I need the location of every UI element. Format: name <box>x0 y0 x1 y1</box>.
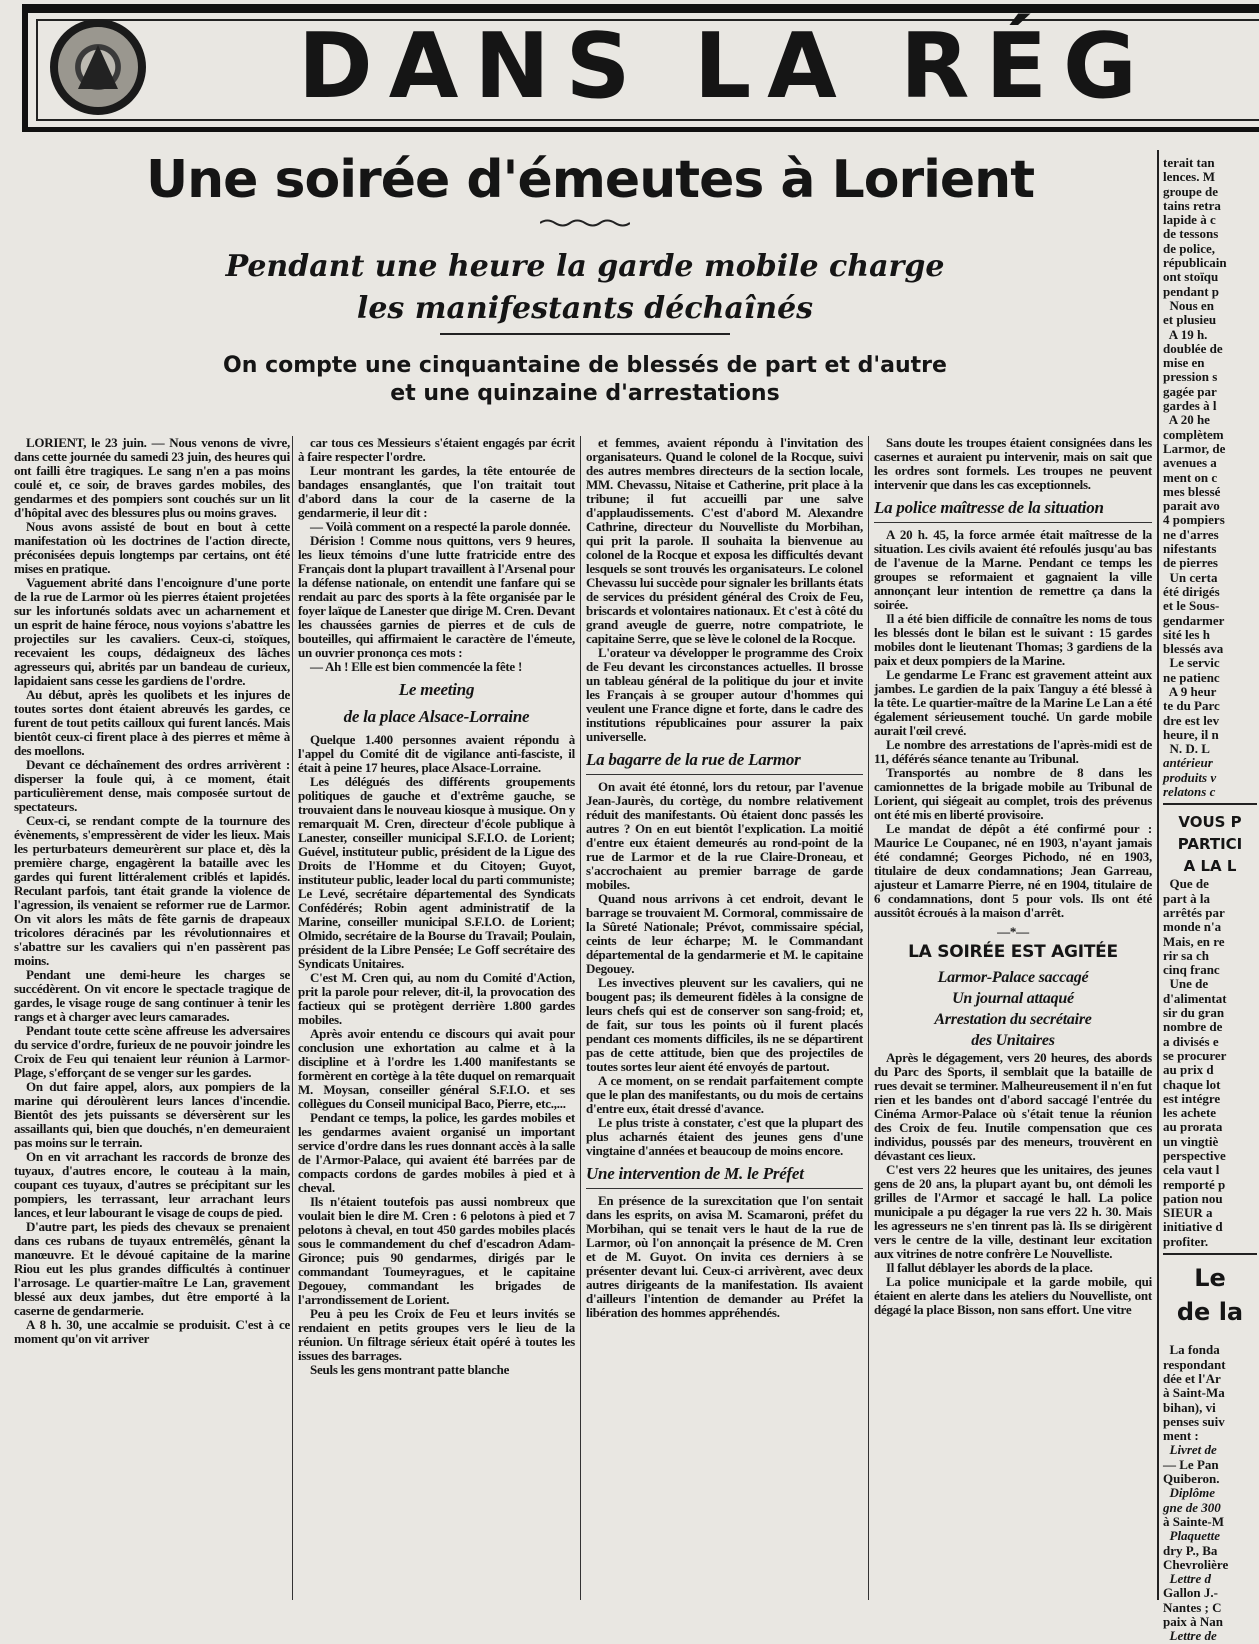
subheadline-line: et une quinzaine d'arrestations <box>390 381 780 406</box>
subheadline-primary <box>100 246 1070 330</box>
text-line-fragment: au prix d <box>1163 1062 1214 1078</box>
paragraph: Devant ce déchaînement des ordres arrivèrent : disperser la foule qui, à ce moment, était particulièrement dense, mais composée surtout de spectateurs. <box>14 757 290 814</box>
text-line-fragment: et le Sous- <box>1163 598 1220 614</box>
text-line-fragment: A 20 he <box>1163 412 1210 428</box>
headline-fragment: A LA L <box>1183 857 1237 876</box>
paragraph: Il a été bien difficile de connaître les noms de tous les blessés dont le bilan est le suivant : 15 gardes mobiles dont le lieutenant Thomas; 3 gardiens de la paix et deux pompiers de la Marine. <box>874 611 1152 668</box>
text-line-fragment: se procurer <box>1163 1047 1227 1063</box>
text-line-fragment: doublée de <box>1163 340 1223 356</box>
text-line-fragment: Lettre d <box>1163 1571 1212 1587</box>
text-line-fragment: les achete <box>1163 1105 1217 1121</box>
text-line-fragment: complètem <box>1163 426 1224 442</box>
text-line-fragment: — Le Pan <box>1163 1456 1219 1472</box>
text-line-fragment: à Saint-Ma <box>1163 1385 1225 1401</box>
text-line-fragment: ne d'arres <box>1163 526 1219 542</box>
text-line-fragment: gendarmer <box>1163 612 1225 628</box>
paragraph: Le mandat de dépôt a été confirmé pour : Maurice Le Coupanec, né en 1903, n'ayant jamais été condamné; Georges Pichodo, né en 1903, titulaire de deux condamnations; Jean Garreau, ajusteur et Lamarre Pierre, né en 1904, titulaire de 6 condamnations, dont 5 pour vols. Ils ont été aussitôt écroués à la maison d'arrêt. <box>874 821 1152 920</box>
text-line-fragment: d'alimentat <box>1163 990 1227 1006</box>
paragraph: Au début, après les quolibets et les injures de toutes sortes dont étaient abreuvés les gardes, ce furent de tout petits cailloux qui furent lancés. Mais bientôt ceux-ci firent place à des pierres et même à des moellons. <box>14 687 290 758</box>
text-line-fragment <box>1163 1329 1257 1343</box>
paragraph: Les délégués des différents groupements politiques de gauche et d'extrême gauche, se trouvaient dans le nouveau kiosque à musique. On y remarquait M. Cren, directeur d'école publique à Lanester, conseiller municipal S.F.I.O. de Lorient; Guével, instituteur public, président de la Ligue des Droits de l'Homme et du Citoyen; Guyot, instituteur public, leader local du parti communiste; Le Levé, secrétaire départemental des Syndicats Confédérés; Robin agent administratif de la Marine, conseiller municipal S.F.I.O. de Lorient; Olmido, secrétaire de la Bourse du Travail; Poulain, président de la Libre Pensée; Le Goff secrétaire des Syndicats Unitaires. <box>298 774 575 971</box>
paragraph: Vaguement abrité dans l'encoignure d'une porte de la rue de Larmor où les pierres étaient projetées sur les infortunés soldats avec un acharnement et un esprit de haine féroce, nous voyions s'abattre les projectiles sur les cavaliers. Ceux-ci, stoïques, recevaient les coups, dédaigneux des lâches agresseurs qui, abrités par un bandeau de curieux, lapidaient sans cesse les gardiens de l'ordre. <box>14 575 290 688</box>
text-line-fragment: terait tan <box>1163 155 1215 170</box>
paragraph: Pendant toute cette scène affreuse les adversaires du service d'ordre, furieux de ne pouvoir joindre les Croix de Feu qui tenaient leur réunion à Larmor-Plage, s'efforçant de se venger sur les gardes. <box>14 1023 290 1080</box>
headline-fragment: de la <box>1176 1298 1244 1327</box>
section-subheading: de la place Alsace-Lorraine <box>343 707 530 726</box>
text-line-fragment: a divisés e <box>1163 1033 1219 1049</box>
box-subheading: Arrestation du secrétaire <box>934 1011 1092 1028</box>
text-line-fragment: ment on c <box>1163 469 1218 485</box>
text-line-fragment: un vingtiè <box>1163 1133 1219 1149</box>
text-line-fragment: au prorata <box>1163 1119 1223 1135</box>
paragraph: D'autre part, les pieds des chevaux se prenaient dans ces rubans de tuyaux entremêlés, gênant la manœuvre. Et le dévoué capitaine de la marine Riou eut les plus grandes difficultés à continuer l'arrosage. Le quartier-maître Le Lan, gravement blessé aux deux jambes, dut être emporté à la caserne de gendarmerie. <box>14 1219 290 1318</box>
text-line-fragment: La fonda <box>1163 1342 1220 1358</box>
article-column-3 <box>586 436 863 1320</box>
subheadline-line: On compte une cinquantaine de blessés de part et d'autre <box>223 353 947 378</box>
text-line-fragment: Une de <box>1163 976 1209 992</box>
text-line-fragment: N. D. L <box>1163 741 1210 757</box>
text-line-fragment: initiative d <box>1163 1219 1223 1235</box>
paragraph: Le nombre des arrestations de l'après-midi est de 11, déférés séance tenante au Tribunal. <box>874 737 1152 766</box>
article-column-4 <box>874 436 1152 1317</box>
text-line-fragment: remporté p <box>1163 1176 1226 1192</box>
text-line-fragment: Le servic <box>1163 655 1220 671</box>
text-line-fragment: Mais, en re <box>1163 933 1225 949</box>
paragraph: Il fallut déblayer les abords de la place. <box>886 1260 1093 1275</box>
text-line-fragment: profiter. <box>1163 1233 1209 1249</box>
text-line-fragment: Livret de <box>1163 1442 1217 1458</box>
paragraph: — Voilà comment on a respecté la parole donnée. <box>310 519 571 534</box>
text-line-fragment: A 19 h. <box>1163 326 1208 342</box>
text-line-fragment: 4 pompiers <box>1163 512 1225 528</box>
text-line-fragment: Un certa <box>1163 569 1218 585</box>
text-line-fragment: respondant <box>1163 1356 1226 1372</box>
paragraph: Dérision ! Comme nous quittons, vers 9 heures, les lieux témoins d'une lutte fratricide entre des Français dont la plupart travaillent à l'Arsenal pour la défense nationale, on entendit une fanfare qui se rendait au parc des sports à la fête organisée par le foyer laïque de Lanester que dirige M. Cren. Devant les chaussées garnies de pierres et de culs de bouteilles, qui affirmaient le caractère de l'émeute, un ouvrier prononça ces mots : <box>298 533 575 660</box>
text-line-fragment: Nous en <box>1163 297 1214 313</box>
column-divider <box>292 436 293 1600</box>
text-line-fragment: antérieur <box>1163 755 1213 771</box>
separator: —*— <box>997 924 1029 939</box>
box-subheading: des Unitaires <box>971 1032 1055 1049</box>
text-line-fragment: Diplôme <box>1163 1485 1215 1501</box>
emblem-logo-icon <box>50 19 146 115</box>
text-line-fragment: heure, il n <box>1163 726 1219 742</box>
text-line-fragment: tains retra <box>1163 197 1221 213</box>
subheadline-line: Pendant une heure la garde mobile charge <box>225 249 945 284</box>
text-line-fragment: penses suiv <box>1163 1413 1225 1429</box>
text-line-fragment: de police, <box>1163 240 1215 256</box>
text-line-fragment: gardes à l <box>1163 398 1217 414</box>
text-line-fragment: pression s <box>1163 369 1218 385</box>
text-line-fragment: dée et l'Ar <box>1163 1370 1221 1386</box>
paragraph: Nous avons assisté de bout en bout à cette manifestation où les doctrines de l'action directe, préconisées depuis longtemps par certains, ont été mises en pratique. <box>14 519 290 576</box>
text-line-fragment: Larmor, de <box>1163 440 1226 456</box>
headline-fragment: VOUS P <box>1178 813 1242 832</box>
text-line-fragment: SIEUR a <box>1163 1205 1213 1221</box>
text-line-fragment: arrêtés par <box>1163 904 1225 920</box>
section-subheading: La bagarre de la rue de Larmor <box>586 749 863 775</box>
paragraph: Les invectives pleuvent sur les cavaliers, qui ne bougent pas; ils demeurent fidèles à la consigne de leurs chefs qui est de conserver son sang-froid; et, de fait, sur tous les points où il furent placés pendant ces moments difficiles, ils ne se départirent pas de cette attitude, bien que des projectiles de toutes sortes leur aient été envoyés de partout. <box>586 975 863 1074</box>
subheadline-line: les manifestants déchaînés <box>356 291 814 326</box>
text-line-fragment: républicain <box>1163 255 1227 271</box>
text-line-fragment: nombre de <box>1163 1019 1223 1035</box>
paragraph: Leur montrant les gardes, la tête entourée de bandages ensanglantés, que l'on traitait tout d'abord dans la cour de la caserne de la gendarmerie, il leur dit : <box>298 463 575 520</box>
paragraph: C'est M. Cren qui, au nom du Comité d'Action, prit la parole pour relever, dit-il, la provocation des factieux qui se protègent derrière 1.800 gardes mobiles. <box>298 970 575 1027</box>
text-line-fragment: part à la <box>1163 890 1210 906</box>
text-line-fragment: Quiberon. <box>1163 1471 1220 1487</box>
paragraph: On avait été étonné, lors du retour, par l'avenue Jean-Jaurès, du cortège, du nombre relativement réduit des manifestants. Où étaient donc passés les autres ? On en eut bientôt l'explication. La moitié d'entre eux étaient demeurés au rond-point de la rue de Larmor et de la rue Claire-Droneau, et s'accrochaient au premier barrage de garde mobiles. <box>586 779 863 892</box>
text-line-fragment: groupe de <box>1163 183 1219 199</box>
divider <box>1163 803 1257 805</box>
text-line-fragment: dry P., Ba <box>1163 1542 1218 1558</box>
text-line-fragment: ne patienc <box>1163 669 1220 685</box>
text-line-fragment: ont stoïqu <box>1163 269 1219 285</box>
paragraph: car tous ces Messieurs s'étaient engagés par écrit à faire respecter l'ordre. <box>298 435 575 464</box>
paragraph: Le plus triste à constater, c'est que la plupart des plus acharnés étaient des jeunes gens d'une vingtaine d'années et beaucoup de moins encore. <box>586 1115 863 1158</box>
text-line-fragment: Nantes ; C <box>1163 1599 1222 1615</box>
text-line-fragment: est intégre <box>1163 1090 1221 1106</box>
article-column-2 <box>298 436 575 1377</box>
paragraph: A 20 h. 45, la force armée était maîtresse de la situation. Les civils avaient été refoulés jusqu'au bas de l'avenue de la Marne. Pendant ce temps les groupes se reformaient et gagnaient la ville annonçant leur intention de remettre ça dans la soirée. <box>874 527 1152 612</box>
paragraph: Ceux-ci, se rendant compte de la tournure des évènements, s'empressèrent de vider les lieux. Mais les perturbateurs demeurèrent sur place et, dès la première charge, engagèrent la bataille avec les gardes qui furent littéralement criblés et lapidés. Reculant parfois, tant était grande la violence de l'agression, ils venaient se reformer rue de Larmor. On vit alors les mâts de fête garnis de drapeaux tricolores déracinés par les révolutionnaires et s'abattre sur les cavaliers qui n'en passèrent pas moins. <box>14 813 290 968</box>
text-line-fragment: blessés ava <box>1163 641 1224 657</box>
text-line-fragment: de pierres <box>1163 555 1218 571</box>
paragraph: Pendant une demi-heure les charges se succédèrent. On vit encore le spectacle tragique de gardes, le visage rouge de sang continuer à tenir les rangs et à charger avec leurs camarades. <box>14 967 290 1024</box>
article-column-1 <box>14 436 290 1346</box>
paragraph: On en vit arrachant les raccords de bronze des tuyaux, d'autres encore, le couteau à la main, coupant ces tuyaux, d'autres se précipitant sur les pompiers, les terrassant, leur arrachant leurs lances, et leur labourant le visage de coups de pied. <box>14 1149 290 1220</box>
paragraph: Après le dégagement, vers 20 heures, des abords du Parc des Sports, il semblait que la bataille de rues devait se terminer. Malheureusement il n'en fut rien et les bandes ont d'abord saccagé l'entrée du Cinéma Armor-Palace où s'était tenue la réunion des Croix de feu. Inutile compensation que ces individus, poussés par des meneurs, trouvèrent en dévastant ces lieux. <box>874 1050 1152 1163</box>
paragraph: A 8 h. 30, une accalmie se produisit. C'est à ce moment qu'on vit arriver <box>14 1317 290 1346</box>
box-heading: LA SOIRÉE EST AGITÉE <box>908 942 1118 962</box>
main-headline: Une soirée d'émeutes à Lorient <box>145 150 1035 210</box>
paragraph: Le gendarme Le Franc est gravement atteint aux jambes. Le gardien de la paix Tanguy a été blessé à la tête. Le quartier-maître de la Marine Le Lan a été également sérieusement touché. Un garde mobile aurait l'œil crevé. <box>874 667 1152 738</box>
paragraph: En présence de la surexcitation que l'on sentait dans les esprits, on avisa M. Scamaroni, préfet du Morbihan, qui se tenait vers le haut de la rue de Larmor, où l'on annonçait la présence de M. Cren et de M. Guyot. On invita ces derniers à se présenter devant lui. Ceux-ci arrivèrent, avec deux autres dirigeants de la manifestation. Ils avaient d'ailleurs l'intention de demander au Préfet la libération des hommes appréhendés. <box>586 1193 863 1320</box>
text-line-fragment: et plusieu <box>1163 312 1217 328</box>
text-line-fragment: pation nou <box>1163 1190 1223 1206</box>
text-line-fragment: lapide à c <box>1163 212 1216 228</box>
paragraph: Pendant ce temps, la police, les gardes mobiles et les gendarmes avaient organisé un important service d'ordre dans les rues donnant accès à la salle de l'Armor-Palace, qui avaient été barrées par de compacts cordons de gardes mobiles à pied et à cheval. <box>298 1110 575 1195</box>
headline-fragment: Le <box>1194 1264 1226 1293</box>
headline-fragment: PARTICI <box>1177 835 1243 854</box>
paragraph: Transportés au nombre de 8 dans les camionnettes de la brigade mobile au Tribunal de Lorient, qui siégeait au complet, trois des prévenus ont été mis en liberté provisoire. <box>874 765 1152 822</box>
column-divider <box>580 436 581 1600</box>
text-line-fragment: perspective <box>1163 1148 1226 1163</box>
text-line-fragment: pendant p <box>1163 283 1219 299</box>
text-line-fragment: Lettre de <box>1163 1628 1217 1644</box>
section-subheading: Le meeting <box>398 680 475 699</box>
text-line-fragment: monde n'a <box>1163 919 1222 935</box>
box-subheading: Un journal attaqué <box>952 990 1074 1007</box>
text-line-fragment: gagée par <box>1163 383 1217 399</box>
text-line-fragment: cinq franc <box>1163 962 1220 978</box>
text-line-fragment: dre est lev <box>1163 712 1220 728</box>
paragraph: Quand nous arrivons à cet endroit, devant le barrage se trouvaient M. Cormoral, commissaire de la Sûreté Nationale; Prévot, commissaire spécial, ceints de leur écharpe; M. le Commandant départemental de la gendarmerie et M. le capitaine Degouey. <box>586 891 863 976</box>
text-line-fragment: sité les h <box>1163 626 1210 642</box>
divider <box>1163 1253 1257 1255</box>
text-line-fragment: avenues a <box>1163 455 1217 471</box>
text-line-fragment: parait avo <box>1163 498 1220 514</box>
adjacent-column-truncated <box>1163 156 1257 1644</box>
paragraph: Ils n'étaient toutefois pas aussi nombreux que voulait bien le dire M. Cren : 6 pelotons à pied et 7 pelotons à cheval, en tout 450 gardes mobiles placés sous le commandement du chef d'escadron Adam-Gironce; puis 90 gendarmes, dirigés par le commandant Toumeyragues, et le capitaine Degouey, commandant les brigades de l'arrondissement de Lorient. <box>298 1194 575 1307</box>
paragraph: On dut faire appel, alors, aux pompiers de la marine qui déroulèrent leurs lances d'incendie. Bientôt des jets puissants se déversèrent sur les assaillants qui, bien que douchés, n'en demeuraient pas moins sur le terrain. <box>14 1079 290 1150</box>
text-line-fragment: à Sainte-M <box>1163 1513 1225 1529</box>
section-title: DANS LA RÉG <box>298 14 1153 119</box>
paragraph: Seuls les gens montrant patte blanche <box>310 1362 510 1377</box>
text-line-fragment: gne de 300 <box>1163 1499 1221 1515</box>
text-line-fragment: A 9 heur <box>1163 683 1217 699</box>
section-masthead <box>22 4 1259 132</box>
paragraph: LORIENT, le 23 juin. — Nous venons de vivre, dans cette journée du samedi 23 juin, des heures qui ont failli être tragiques. Le sang n'en a pas moins coulé et, ce soir, de braves gardes mobiles, des gendarmes et des pompiers sont couchés sur un lit d'hôpital avec des blessures plus ou moins graves. <box>14 435 290 520</box>
text-line-fragment: cela vaut l <box>1163 1162 1220 1178</box>
text-line-fragment: chaque lot <box>1163 1076 1221 1092</box>
section-subheading: La police maîtresse de la situation <box>874 497 1152 523</box>
text-line-fragment: mes blessé <box>1163 483 1221 499</box>
text-line-fragment: nifestants <box>1163 541 1217 557</box>
paragraph: A ce moment, on se rendait parfaitement compte que le plan des manifestants, ou du mois de certains d'entre eux, était dressé d'avance. <box>586 1073 863 1116</box>
paragraph: — Ah ! Elle est bien commencée la fête ! <box>310 659 523 674</box>
paragraph: C'est vers 22 heures que les unitaires, des jeunes gens de 20 ans, la plupart ayant bu, ont démoli les grilles de l'Armor et saccagé le hall. La police municipale a pu dégager la rue vers 22 h. 30. Mais les agresseurs ne s'en tinrent pas là. Ils se dirigèrent vers le centre de la ville, destinant leur excitation aux vitrines de notre confrère Le Nouvelliste. <box>874 1162 1152 1261</box>
text-line-fragment: rir sa ch <box>1163 947 1209 963</box>
text-line-fragment: Gallon J.- <box>1163 1585 1218 1601</box>
text-line-fragment: ment : <box>1163 1428 1199 1444</box>
text-line-fragment: bihan), vi <box>1163 1399 1216 1415</box>
text-line-fragment: Plaquette <box>1163 1528 1221 1544</box>
paragraph: Quelque 1.400 personnes avaient répondu à l'appel du Comité dit de vigilance anti-fasciste, il était à peine 17 heures, place Alsace-Lorraine. <box>298 732 575 775</box>
paragraph: Peu à peu les Croix de Feu et leurs invités se rendaient en petits groupes vers le lieu de la réunion. Un filtrage sérieux était opéré à toutes les issues des barrages. <box>298 1306 575 1363</box>
text-line-fragment: de tessons <box>1163 226 1219 242</box>
divider <box>440 333 730 335</box>
text-line-fragment: produits v <box>1163 769 1217 785</box>
text-line-fragment: te du Parc <box>1163 698 1220 714</box>
box-subheading: Larmor-Palace saccagé <box>937 969 1089 986</box>
text-line-fragment: paix à Nan <box>1163 1614 1223 1630</box>
paragraph: Sans doute les troupes étaient consignées dans les casernes et auraient pu intervenir, mais on sait que les ordres sont formels. Les troupes ne peuvent intervenir que dans les cas exceptionnels. <box>874 435 1152 492</box>
subheadline-secondary <box>100 352 1070 408</box>
paragraph: et femmes, avaient répondu à l'invitation des organisateurs. Quand le colonel de la Rocque, suivi des autres membres directeurs de la section locale, MM. Chevassu, Nitaise et Catherine, prit place à la tribune; il fut accueilli par une salve d'applaudissements. C'est d'abord M. Alexandre Cathrine, directeur du Nouvelliste du Morbihan, qui prit la parole. Il souhaita la bienvenue au colonel de la Rocque et exposa les difficultés devant lesquels se sont trouvés les organisateurs. Le colonel Chevassu lui succède pour signaler les brillants états de services du président général des Croix de Feu, briscards et volontaires nationaux. Et c'est à côté du grand aveugle de guerre, notre compatriote, le capitaine Serre, que se lève le colonel de la Rocque. <box>586 435 863 646</box>
text-line-fragment: lences. M <box>1163 169 1215 185</box>
text-line-fragment: sir du gran <box>1163 1005 1225 1021</box>
section-subheading: Une intervention de M. le Préfet <box>586 1163 863 1189</box>
paragraph: La police municipale et la garde mobile, qui étaient en alerte dans les ateliers du Nouvelliste, ont dégagé la place Bisson, non sans effort. Une vitre <box>874 1274 1152 1317</box>
text-line-fragment: Que de <box>1163 876 1209 892</box>
paragraph: Après avoir entendu ce discours qui avait pour conclusion une exhortation au calme et à la discipline et à l'ordre les 1.400 manifestants se formèrent en cortège à la tête duquel on remarquait M. Moysan, conseiller général S.F.I.O. et ses collègues du Conseil municipal Baco, Pierre, etc.,... <box>298 1026 575 1111</box>
paragraph: L'orateur va développer le programme des Croix de Feu devant les circonstances actuelles. Il brosse un tableau général de la politique du jour et invite les Français à se grouper autour d'hommes qui veulent une France digne et forte, dans le cadre des institutions républicaines pour assurer la paix universelle. <box>586 645 863 744</box>
wavy-ornament-icon <box>540 218 630 228</box>
text-line-fragment: été dirigés <box>1163 583 1220 599</box>
text-line-fragment: Chevrolière <box>1163 1556 1229 1572</box>
column-divider <box>868 436 869 1600</box>
text-line-fragment: relatons c <box>1163 784 1216 800</box>
column-divider <box>1157 150 1159 1600</box>
text-line-fragment: mise en <box>1163 355 1205 371</box>
